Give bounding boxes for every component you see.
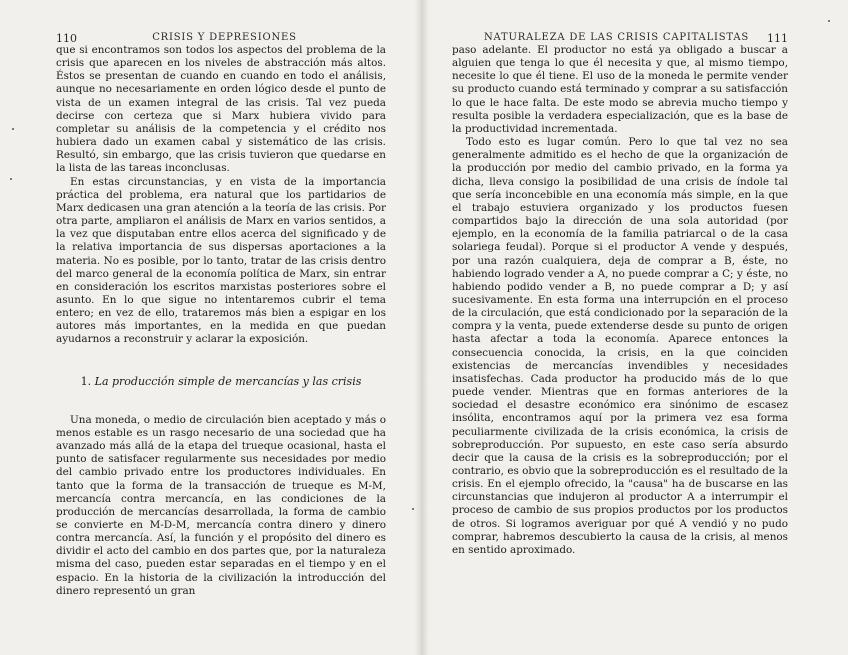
scan-speck <box>828 20 830 22</box>
section-heading <box>56 375 386 388</box>
paragraph: Todo esto es lugar común. Pero lo que tal vez no sea generalmente admitido es el hecho de que la organización de la producción por medio del cambio privado, en la forma ya dicha, lleva consigo la posibilidad de una crisis de índole tal que sería inconcebible en una economía más simple, en la que el trabajo estuviera organizado y los productos fuesen compartidos bajo la dirección de una sola autoridad (por ejemplo, en la economía de la familia patriarcal o de la casa solariega feudal). Porque si el productor A vende y después, por una razón cualquiera, deja de comprar a B, éste, no habiendo logrado vender a A, no puede comprar a C; y éste, no habiendo podido vender a B, no puede comprar a D; y así sucesivamente. En esta forma una interrupción en el proceso de la circulación, que está condicionado por la separación de la compra y la venta, puede extenderse desde su punto de origen hasta afectar a toda la economía. Aparece entonces la consecuencia conocida, la crisis, en la que coinciden existencias de mercancías invendibles y necesidades insatisfechas. Cada productor ha producido más de lo que puede vender. Mientras que en formas anteriores de la sociedad el desastre económico era sinónimo de escasez insólita, encontramos aquí por la primera vez esa forma peculiarmente civilizada de la crisis económica, la crisis de sobreproducción. Por supuesto, en este caso sería absurdo decir que la causa de la crisis es la sobreproducción; por el contrario, es obvio que la sobreproducción es el resultado de la crisis. En el ejemplo ofrecido, la "causa" ha de buscarse en las circunstancias que indujeron al productor A a interrumpir el proceso de cambio de sus propios productos por los productos de otros. Si logramos averiguar por qué A vendió y no pudo comprar, habremos descubierto la causa de la crisis, al menos en sentido aproximado. <box>452 136 788 556</box>
right-running-head: NATURALEZA DE LAS CRISIS CAPITALISTAS <box>483 32 750 43</box>
left-body-text <box>56 44 386 598</box>
paragraph: Una moneda, o medio de circulación bien aceptado y más o menos estable es un rasgo necesario de una sociedad que ha avanzado más allá de la etapa del trueque ocasional, hasta el punto de satisfacer regularmente sus necesidades por medio del cambio privado entre los productores individuales. En tanto que la forma de la transacción de trueque es M-M, mercancía contra mercancía, en las condiciones de la producción de mercancías desarrollada, la forma de cambio se convierte en M-D-M, mercancía contra dinero y dinero contra mercancía. Así, la función y el propósito del dinero es dividir el acto del cambio en dos partes que, por la naturaleza misma del caso, pueden estar separadas en el tiempo y en el espacio. En la historia de la civilización la introducción del dinero representó un gran <box>56 413 386 597</box>
paragraph: que si encontramos son todos los aspectos del problema de la crisis que aparecen en los niveles de abstracción más altos. Éstos se presentan de cuando en cuando en todo el análisis, aunque no necesariamente en orden lógico desde el punto de vista de un examen integral de las crisis. Tal vez pueda decirse con certeza que si Marx hubiera vivido para completar su análisis de la competencia y el crédito nos hubiera dado un examen cabal y sistemático de las crisis. Resultó, sin embargo, que las crisis tuvieron que quedarse en la lista de las tareas inconclusas. <box>56 44 386 175</box>
right-body-text <box>452 44 788 557</box>
scan-speck <box>10 178 12 180</box>
paragraph: En estas circunstancias, y en vista de la importancia práctica del problema, era natural que los partidarios de Marx dedicasen una gran atención a la teoría de las crisis. Por otra parte, ampliaron el análisis de Marx en varios sentidos, a la vez que disputaban entre ellos acerca del significado y de la relativa importancia de sus dispersas aportaciones a la materia. No es posible, por lo tanto, tratar de las crisis dentro del marco general de la economía política de Marx, sin entrar en consideración los escritos marxistas posteriores sobre el asunto. En lo que sigue no intentaremos cubrir el tema entero; en vez de ello, trataremos más bien a espigar en los autores más importantes, en la medida en que puedan ayudarnos a reconstruir y aclarar la exposición. <box>56 175 386 346</box>
scan-speck <box>412 508 414 510</box>
right-page <box>452 32 788 557</box>
paragraph: paso adelante. El productor no está ya obligado a buscar a alguien que tenga lo que él necesita y que, al mismo tiempo, necesite lo que él tiene. El uso de la moneda le permite vender su producto cuando está terminado y comprar a su satisfacción lo que le hace falta. De este modo se abrevia mucho tiempo y resulta posible la verdadera especialización, que es la base de la productividad incrementada. <box>452 44 788 135</box>
left-running-head: CRISIS Y DEPRESIONES <box>152 32 297 43</box>
section-title: La producción simple de mercancías y las crisis <box>94 374 362 388</box>
section-number: 1. <box>80 374 92 388</box>
right-page-number: 111 <box>766 32 788 45</box>
book-gutter <box>415 0 429 655</box>
left-page-number: 110 <box>56 32 77 45</box>
scan-speck <box>12 128 14 130</box>
left-running-header <box>56 32 386 45</box>
left-page <box>56 32 386 598</box>
right-running-header <box>452 32 788 45</box>
